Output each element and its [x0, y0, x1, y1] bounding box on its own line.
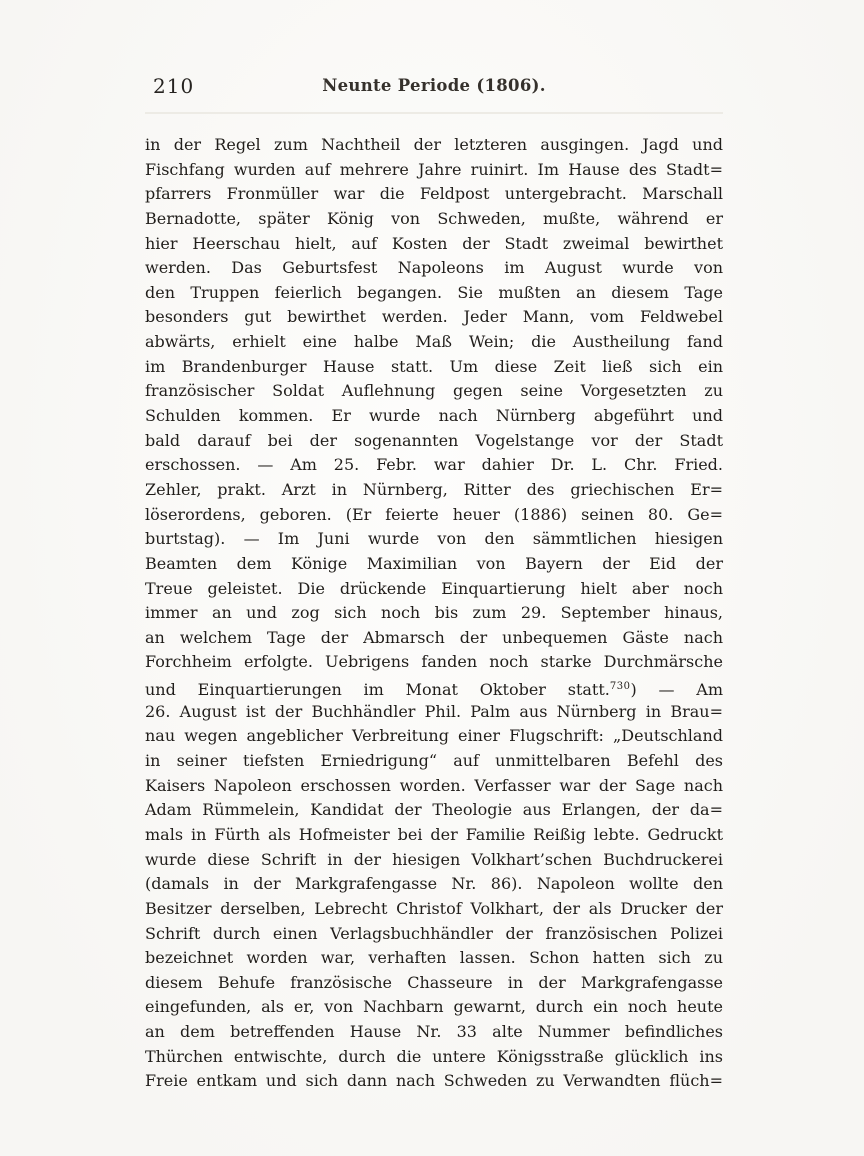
text-line-with-footnote-ref [145, 675, 723, 700]
text-line: Schulden kommen. Er wurde nach Nürnberg abgeführt und [145, 406, 723, 426]
text-line: an welchem Tage der Abmarsch der unbequemen Gäste nach [145, 627, 723, 647]
text-line: burtstag). — Im Juni wurde von den sämmtlichen hiesigen [145, 529, 723, 549]
text-line: Besitzer derselben, Lebrecht Christof Volkhart, der als Drucker der [145, 898, 723, 918]
text-line: Bernadotte, später König von Schweden, mußte, während er [145, 208, 723, 228]
text-line: eingefunden, als er, von Nachbarn gewarnt, durch ein noch heute [145, 997, 723, 1017]
text-line: immer an und zog sich noch bis zum 29. September hinaus, [145, 603, 723, 623]
text-line: mals in Fürth als Hofmeister bei der Familie Reißig lebte. Gedruckt [145, 824, 723, 844]
text-line: Kaisers Napoleon erschossen worden. Verfasser war der Sage nach [145, 775, 723, 795]
text-line: Beamten dem Könige Maximilian von Bayern der Eid der [145, 553, 723, 573]
text-line: Adam Rümmelein, Kandidat der Theologie aus Erlangen, der da= [145, 800, 723, 820]
text-line: 26. August ist der Buchhändler Phil. Palm aus Nürnberg in Brau= [145, 701, 723, 721]
header-rule [145, 112, 723, 114]
text-line: (damals in der Markgrafengasse Nr. 86). Napoleon wollte den [145, 874, 723, 894]
text-line: Schrift durch einen Verlagsbuchhändler der französischen Polizei [145, 923, 723, 943]
text-line: französischer Soldat Auflehnung gegen seine Vorgesetzten zu [145, 381, 723, 401]
text-line: besonders gut bewirthet werden. Jeder Mann, vom Feldwebel [145, 307, 723, 327]
text-line: den Truppen feierlich begangen. Sie mußten an diesem Tage [145, 282, 723, 302]
text-line: diesem Behufe französische Chasseure in der Markgrafengasse [145, 972, 723, 992]
text-line: werden. Das Geburtsfest Napoleons im August wurde von [145, 258, 723, 278]
text-line: Treue geleistet. Die drückende Einquartierung hielt aber noch [145, 578, 723, 598]
text-line: löserordens, geboren. (Er feierte heuer (1886) seinen 80. Ge= [145, 504, 723, 524]
running-header: Neunte Periode (1806). [322, 76, 546, 95]
text-line: bald darauf bei der sogenannten Vogelstange vor der Stadt [145, 430, 723, 450]
text-line: Forchheim erfolgte. Uebrigens fanden noch starke Durchmärsche [145, 652, 723, 672]
text-line: pfarrers Fronmüller war die Feldpost untergebracht. Marschall [145, 184, 723, 204]
text-line: hier Heerschau hielt, auf Kosten der Stadt zweimal bewirthet [145, 233, 723, 253]
text-line: im Brandenburger Hause statt. Um diese Zeit ließ sich ein [145, 356, 723, 376]
text-line: Freie entkam und sich dann nach Schweden zu Verwandten flüch= [145, 1071, 723, 1091]
text-line: abwärts, erhielt eine halbe Maß Wein; die Austheilung fand [145, 332, 723, 352]
text-line: Fischfang wurden auf mehrere Jahre ruinirt. Im Hause des Stadt= [145, 159, 723, 179]
footnote-line-post: ) — Am [630, 680, 723, 700]
page-number: 210 [153, 74, 195, 98]
text-line: Zehler, prakt. Arzt in Nürnberg, Ritter des griechischen Er= [145, 479, 723, 499]
footnote-reference: 730 [609, 681, 631, 693]
body-text-block [145, 133, 723, 1094]
text-line: in seiner tiefsten Erniedrigung“ auf unmittelbaren Befehl des [145, 751, 723, 771]
text-line: an dem betreffenden Hause Nr. 33 alte Nummer befindliches [145, 1022, 723, 1042]
text-line: erschossen. — Am 25. Febr. war dahier Dr. L. Chr. Fried. [145, 455, 723, 475]
text-line: nau wegen angeblicher Verbreitung einer Flugschrift: „Deutschland [145, 726, 723, 746]
running-head-row [145, 74, 723, 100]
text-line: in der Regel zum Nachtheil der letzteren ausgingen. Jagd und [145, 135, 723, 154]
text-line: wurde diese Schrift in der hiesigen Volkhart’schen Buchdruckerei [145, 849, 723, 869]
text-line: Thürchen entwischte, durch die untere Königsstraße glücklich ins [145, 1046, 723, 1066]
text-line: bezeichnet worden war, verhaften lassen. Schon hatten sich zu [145, 948, 723, 968]
footnote-line-pre: und Einquartierungen im Monat Oktober statt. [145, 680, 610, 700]
